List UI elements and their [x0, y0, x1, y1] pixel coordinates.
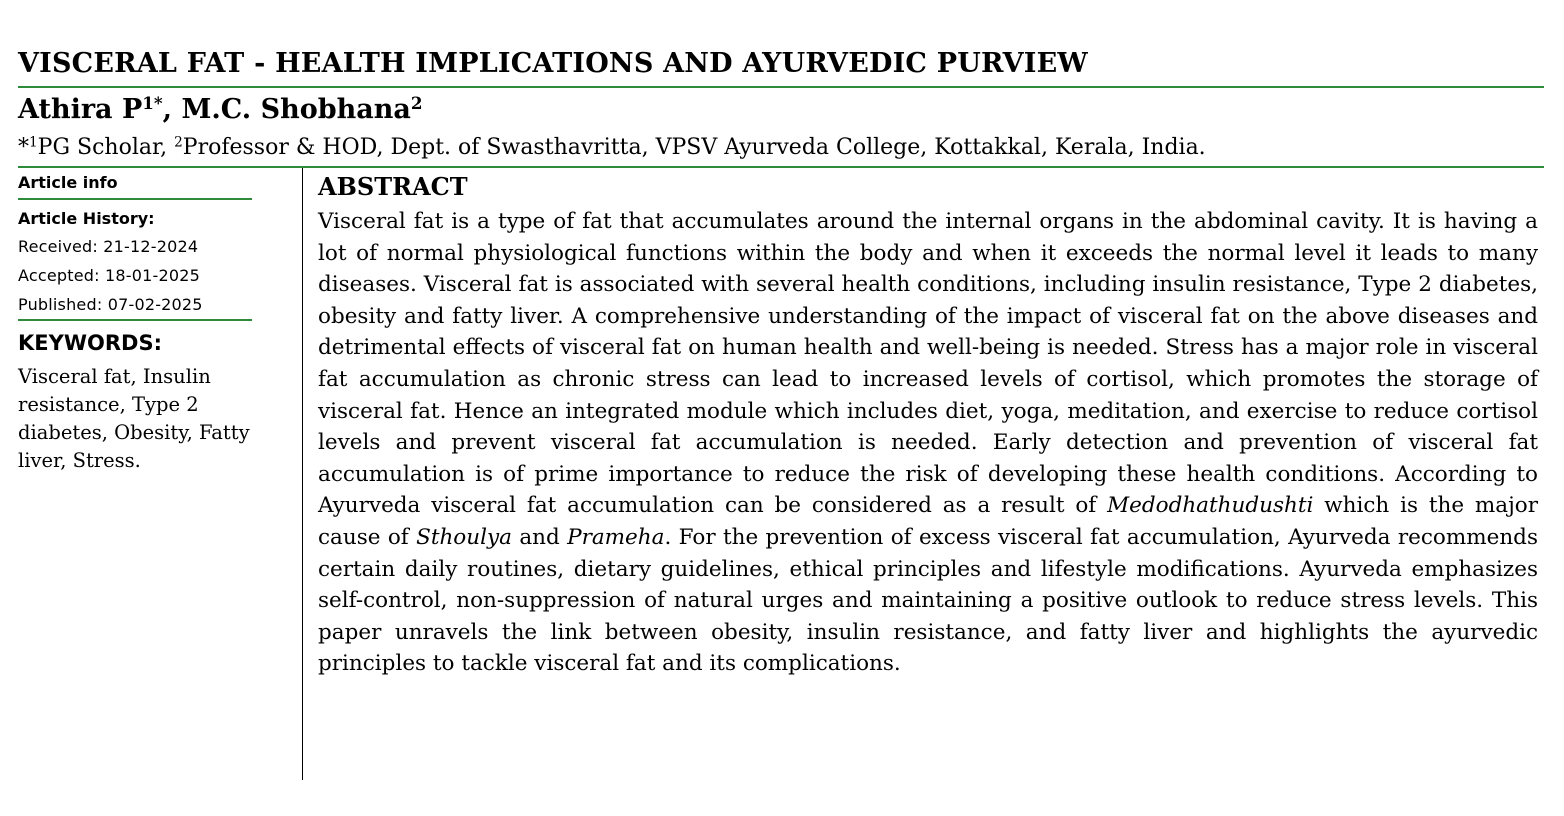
paper-page: [18, 44, 1544, 780]
affiliation-prefix: *: [18, 135, 29, 160]
abstract-part: which is the major cause of: [318, 493, 1538, 550]
author-mark: 2: [410, 92, 423, 113]
abstract-term: Prameha: [567, 524, 665, 550]
affiliation-role: PG Scholar,: [37, 135, 175, 160]
author-separator: ,: [162, 94, 182, 125]
author-line: [18, 88, 1544, 132]
abstract-heading: ABSTRACT: [318, 172, 468, 201]
abstract-text: [318, 206, 1538, 680]
article-sidebar: [18, 168, 303, 780]
abstract-part: . For the prevention of excess visceral fat accumulation, Ayurveda recommends certain daily routines, dietary guidelines, ethical principles and lifestyle modifications. Ayurveda emphasizes self-control, non-suppression of natural urges and maintaining a positive outlook to reduce stress levels. This paper unravels the link between obesity, insulin resistance, and fatty liver and highlights the ayurvedic principles to tackle visceral fat and its complications.: [318, 524, 1538, 677]
author-name: M.C. Shobhana: [181, 94, 411, 125]
author-mark: 1*: [142, 92, 163, 113]
abstract-part: and: [511, 524, 568, 550]
received-date: Received: 21-12-2024: [18, 237, 199, 256]
paper-title: VISCERAL FAT - HEALTH IMPLICATIONS AND AYURVEDIC PURVIEW: [18, 44, 1544, 88]
article-info-label: Article info: [18, 168, 252, 200]
affiliation-text: Professor & HOD, Dept. of Swasthavritta, VPSV Ayurveda College, Kottakkal, Kerala, India.: [182, 135, 1206, 160]
author-name: Athira P: [18, 94, 143, 125]
article-history-label: Article History:: [18, 209, 155, 228]
keywords-label: KEYWORDS:: [18, 331, 162, 355]
abstract-part: Visceral fat is a type of fat that accumulates around the internal organs in the abdominal cavity. It is having a lot of normal physiological functions within the body and when it exceeds the normal level it leads to many diseases. Visceral fat is associated with several health conditions, including insulin resistance, Type 2 diabetes, obesity and fatty liver. A comprehensive understanding of the impact of visceral fat on the above diseases and detrimental effects of visceral fat on human health and well-being is needed. Stress has a major role in visceral fat accumulation as chronic stress can lead to increased levels of cortisol, which promotes the storage of visceral fat. Hence an integrated module which includes diet, yoga, meditation, and exercise to reduce cortisol levels and prevent visceral fat accumulation is needed. Early detection and prevention of visceral fat accumulation is of prime importance to reduce the risk of developing these health conditions. According to Ayurveda visceral fat accumulation can be considered as a result of: [318, 209, 1538, 519]
keywords-list: Visceral fat, Insulin resistance, Type 2 diabetes, Obesity, Fatty liver, Stress.: [18, 365, 250, 472]
body-columns: [18, 168, 1544, 780]
article-info-block: [18, 168, 252, 321]
abstract-term: Medodhathudushti: [1107, 493, 1314, 519]
abstract-term: Sthoulya: [416, 524, 512, 550]
affiliation-line: [18, 132, 1544, 168]
affiliation-mark: 1: [29, 134, 38, 151]
accepted-date: Accepted: 18-01-2025: [18, 266, 200, 285]
published-date: Published: 07-02-2025: [18, 290, 252, 321]
abstract-section: [318, 168, 1538, 680]
affiliation-mark: 2: [174, 134, 183, 151]
